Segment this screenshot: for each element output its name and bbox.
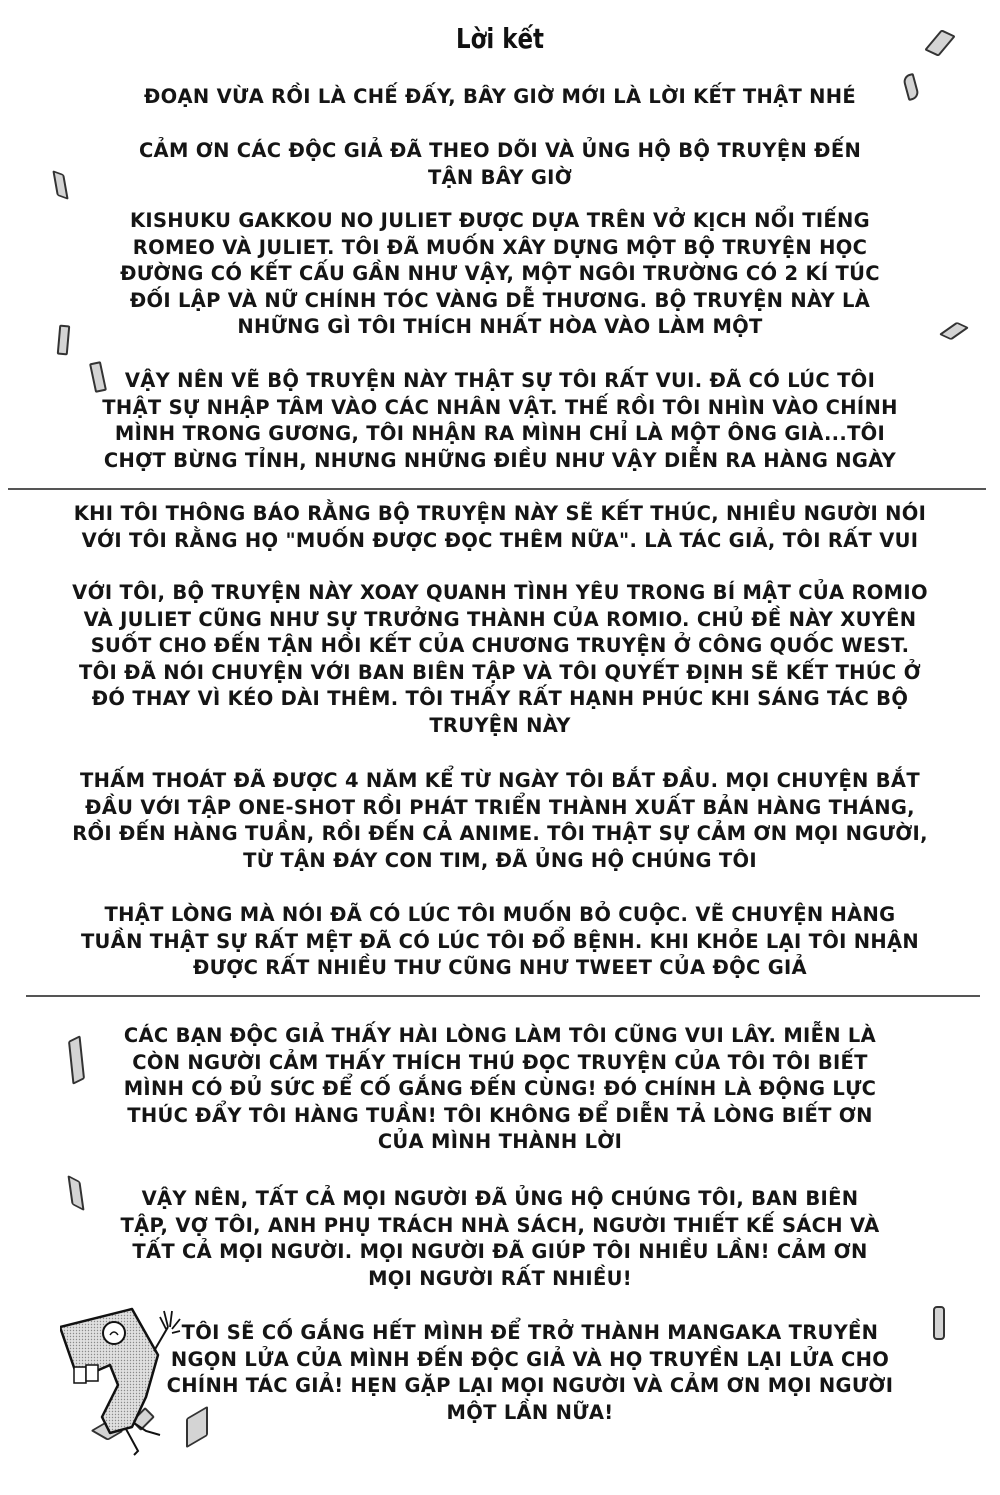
text-line: ĐÓ THAY VÌ KÉO DÀI THÊM. TÔI THẤY RẤT HẠNH PHÚC KHI SÁNG TÁC BỘ [91,687,909,710]
text-line: THẬT SỰ NHẬP TÂM VÀO CÁC NHÂN VẬT. THẾ RỒI TÔI NHÌN VÀO CHÍNH [102,395,898,419]
text-line: NHỮNG GÌ TÔI THÍCH NHẤT HÒA VÀO LÀM MỘT [237,315,763,338]
text-line: TẤT CẢ MỌI NGƯỜI. MỌI NGƯỜI ĐÃ GIÚP TÔI NHIỀU LẦN! CẢM ƠN [132,1240,868,1263]
text-line: TỪ TẬN ĐÁY CON TIM, ĐÃ ỦNG HỘ CHÚNG TÔI [243,848,757,872]
section-divider [26,995,980,997]
text-line: ĐỐI LẬP VÀ NỮ CHÍNH TÓC VÀNG DỄ THƯƠNG. BỘ TRUYỆN NÀY LÀ [129,288,871,312]
text-line: THÚC ĐẨY TÔI HÀNG TUẦN! TÔI KHÔNG ĐỂ DIỄN TẢ LÒNG BIẾT ƠN [127,1103,873,1127]
text-line: THẤM THOÁT ĐÃ ĐƯỢC 4 NĂM KỂ TỪ NGÀY TÔI BẮT ĐẦU. MỌI CHUYỆN BẮT [80,769,920,792]
text-line: MỘT LẦN NỮA! [446,1400,614,1424]
paper-scrap-icon [57,325,71,356]
paragraph-ending-announcement [0,501,1000,554]
paragraph-four-years [0,768,1000,874]
text-line: VỚI TÔI RẰNG HỌ "MUỐN ĐƯỢC ĐỌC THÊM NỮA". LÀ TÁC GIẢ, TÔI RẤT VUI [81,528,919,552]
text-line: ĐẦU VỚI TẬP ONE-SHOT RỒI PHÁT TRIỂN THÀNH XUẤT BẢN HÀNG THÁNG, [85,795,915,819]
text-line: VÀ JULIET CŨNG NHƯ SỰ TRƯỞNG THÀNH CỦA ROMIO. CHỦ ĐỀ NÀY XUYÊN [83,607,917,631]
text-line: CÒN NGƯỜI CẢM THẤY THÍCH THÚ ĐỌC TRUYỆN CỦA TÔI TÔI BIẾT [132,1050,868,1074]
text-line: ĐOẠN VỪA RỒI LÀ CHẾ ĐẤY, BÂY GIỜ MỚI LÀ LỜI KẾT THẬT NHÉ [143,85,857,108]
text-line: TẬP, VỢ TÔI, ANH PHỤ TRÁCH NHÀ SÁCH, NGƯỜI THIẾT KẾ SÁCH VÀ [120,1213,880,1237]
mascot-number-nine-icon [60,1305,260,1465]
text-line: KHI TÔI THÔNG BÁO RẰNG BỘ TRUYỆN NÀY SẼ KẾT THÚC, NHIỀU NGƯỜI NÓI [73,502,927,525]
text-line: RỒI ĐẾN HÀNG TUẦN, RỒI ĐẾN CẢ ANIME. TÔI THẬT SỰ CẢM ƠN MỌI NGƯỜI, [72,822,928,845]
paragraph-story-theme [0,580,1000,739]
section-divider [8,488,986,490]
text-line: CHỢT BỪNG TỈNH, NHƯNG NHỮNG ĐIỀU NHƯ VẬY DIỄN RA HÀNG NGÀY [103,448,897,472]
paragraph-hardships [0,902,1000,982]
paper-scrap-icon [924,29,956,56]
text-line: CHÍNH TÁC GIẢ! HẸN GẶP LẠI MỌI NGƯỜI VÀ CẢM ƠN MỌI NGƯỜI [166,1374,894,1397]
text-line: THẬT LÒNG MÀ NÓI ĐÃ CÓ LÚC TÔI MUỐN BỎ CUỘC. VẼ CHUYỆN HÀNG [104,903,896,926]
text-line: ROMEO VÀ JULIET. TÔI ĐÃ MUỐN XÂY DỰNG MỘT BỘ TRUYỆN HỌC [132,235,868,259]
text-line: SUỐT CHO ĐẾN TẬN HỒI KẾT CỦA CHƯƠNG TRUYỆN Ở CÔNG QUỐC WEST. [90,634,910,657]
text-line: CÁC BẠN ĐỘC GIẢ THẤY HÀI LÒNG LÀM TÔI CŨNG VUI LÂY. MIỄN LÀ [123,1024,877,1047]
text-line: VỚI TÔI, BỘ TRUYỆN NÀY XOAY QUANH TÌNH YÊU TRONG BÍ MẬT CỦA ROMIO [72,581,928,604]
text-line: TẬN BÂY GIỜ [427,165,573,189]
text-line: MỌI NGƯỜI RẤT NHIỀU! [368,1266,632,1290]
text-line: VẬY NÊN VẼ BỘ TRUYỆN NÀY THẬT SỰ TÔI RẤT VUI. ĐÃ CÓ LÚC TÔI [124,369,876,392]
text-line: MÌNH CÓ ĐỦ SỨC ĐỂ CỐ GẮNG ĐẾN CÙNG! ĐÓ CHÍNH LÀ ĐỘNG LỰC [123,1077,877,1100]
text-line: ĐƯỜNG CÓ KẾT CẤU GẦN NHƯ VẬY, MỘT NGÔI TRƯỜNG CÓ 2 KÍ TÚC [120,262,880,285]
paragraph-readers-motivation [0,1023,1000,1156]
text-line: ĐƯỢC RẤT NHIỀU THƯ CŨNG NHƯ TWEET CỦA ĐỘC GIẢ [193,956,807,979]
text-line: TUẦN THẬT SỰ RẤT MỆT ĐÃ CÓ LÚC TÔI ĐỔ BỆNH. KHI KHỎE LẠI TÔI NHẬN [80,929,920,953]
paragraph-inspiration [0,208,1000,341]
text-line: MÌNH TRONG GƯƠNG, TÔI NHẬN RA MÌNH CHỈ LÀ MỘT ÔNG GIÀ...TÔI [114,422,886,445]
paper-scrap-icon [933,1306,945,1340]
text-line: KISHUKU GAKKOU NO JULIET ĐƯỢC DỰA TRÊN VỞ KỊCH NỔI TIẾNG [130,209,870,232]
text-line: TÔI SẼ CỐ GẮNG HẾT MÌNH ĐỂ TRỞ THÀNH MANGAKA TRUYỀN [181,1321,879,1344]
text-line: TRUYỆN NÀY [429,713,571,737]
paragraph-thanks-everyone [0,1186,1000,1292]
text-line: CẢM ƠN CÁC ĐỘC GIẢ ĐÃ THEO DÕI VÀ ỦNG HỘ BỘ TRUYỆN ĐẾN [138,139,862,162]
text-line: NGỌN LỬA CỦA MÌNH ĐẾN ĐỘC GIẢ VÀ HỌ TRUYỀN LẠI LỬA CHO [170,1347,890,1371]
paragraph-drawing-joy [0,368,1000,474]
paragraph-joke-note [0,84,1000,111]
text-line: VẬY NÊN, TẤT CẢ MỌI NGƯỜI ĐÃ ỦNG HỘ CHÚNG TÔI, BAN BIÊN [141,1187,859,1210]
text-line: CỦA MÌNH THÀNH LỜI [377,1130,623,1153]
page-title: Lời kết [455,22,545,55]
text-line: TÔI ĐÃ NÓI CHUYỆN VỚI BAN BIÊN TẬP VÀ TÔI QUYẾT ĐỊNH SẼ KẾT THÚC Ở [79,660,921,684]
paragraph-thanks-readers [0,138,1000,191]
